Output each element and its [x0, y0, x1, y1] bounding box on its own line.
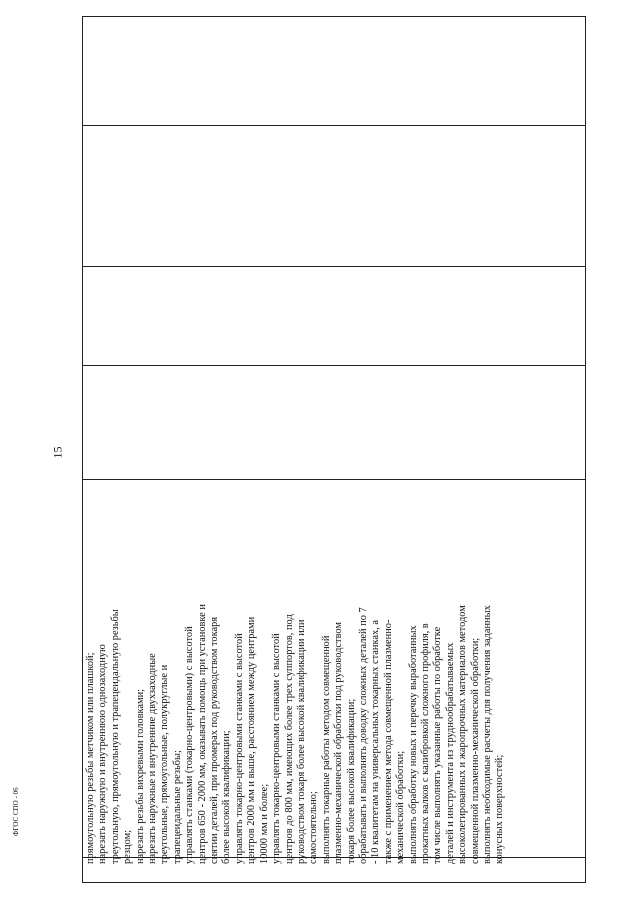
skills-line: центров до 800 мм, имеющих более трех суппортов, под: [283, 614, 295, 864]
skills-line: также с применением метода совмещенной плазменно-: [382, 619, 394, 864]
skills-line: треугольную, прямоугольную и трапецеидальную резьбы: [109, 609, 121, 864]
footer-mark: ФГОС СПО - 06: [12, 787, 20, 836]
page-number: 15: [50, 446, 65, 459]
skills-line: - 10 квалитетам на универсальных токарных станках, а: [370, 620, 382, 864]
skills-line: обрабатывать и выполнять доводку сложных деталей по 7: [357, 607, 369, 864]
skills-line: конусных поверхностей;: [494, 754, 506, 864]
skills-line: нарезать резьбы вихревыми головками;: [134, 688, 146, 864]
skills-line: деталей и инструмента из труднообрабатываемых: [444, 642, 456, 864]
skills-line: механической обработки;: [395, 750, 407, 864]
table-divider: [83, 125, 585, 126]
skills-line: более высокой квалификации;: [221, 730, 233, 864]
skills-line: центров 650 - 2000 мм, оказывать помощь при установке и: [196, 604, 208, 864]
skills-line: центров 2000 мм и выше, расстоянием между центрами: [246, 616, 258, 864]
skills-line: самостоятельно;: [308, 791, 320, 864]
skills-line: прокатных валков с калибровкой сложного профиля, в: [419, 623, 431, 864]
skills-line: токаря более высокой квалификации;: [345, 698, 357, 864]
table-divider: [83, 266, 585, 267]
skills-line: снятии деталей, при промерах под руководством токаря: [209, 616, 221, 864]
skills-line: нарезать наружные и внутренние двухзаходные: [147, 653, 159, 864]
skills-line: выполнять необходимые расчеты для получения заданных: [482, 605, 493, 864]
skills-line: резцом;: [122, 829, 134, 864]
skills-line: нарезать наружную и внутреннюю однозаходную: [97, 644, 109, 864]
skills-line: плазменно-механической обработки под руководством: [333, 622, 345, 864]
skills-line: выполнять токарные работы методом совмещенной: [320, 635, 332, 864]
table: [82, 16, 586, 883]
skills-line: управлять станками (токарно-центровыми) с высотой: [184, 626, 196, 864]
skills-line: управлять токарно-центровыми станками с высотой: [271, 633, 283, 864]
skills-text: [83, 479, 587, 882]
skills-cell: [83, 479, 587, 882]
skills-line: 10000 мм и более;: [258, 783, 270, 864]
skills-line: прямоугольную резьбы метчиком или плашкой;: [85, 652, 96, 864]
skills-line: выполнять обработку новых и перечку выработанных: [407, 625, 419, 864]
skills-line: руководством токаря более высокой квалификации или: [295, 619, 307, 864]
skills-line: высоколегированных и жаропрочных материалов методом: [457, 605, 469, 864]
skills-line: треугольные, прямоугольные, полукруглые и: [159, 664, 171, 864]
skills-line: управлять токарно-центровыми станками с высотой: [233, 633, 245, 864]
skills-line: совмещенной плазменно-механической обработки;: [469, 637, 481, 864]
skills-line: трапецеидальные резьбы;: [171, 750, 183, 864]
table-divider: [83, 365, 585, 366]
skills-line: том числе выполнять указанные работы по обработке: [432, 626, 444, 864]
